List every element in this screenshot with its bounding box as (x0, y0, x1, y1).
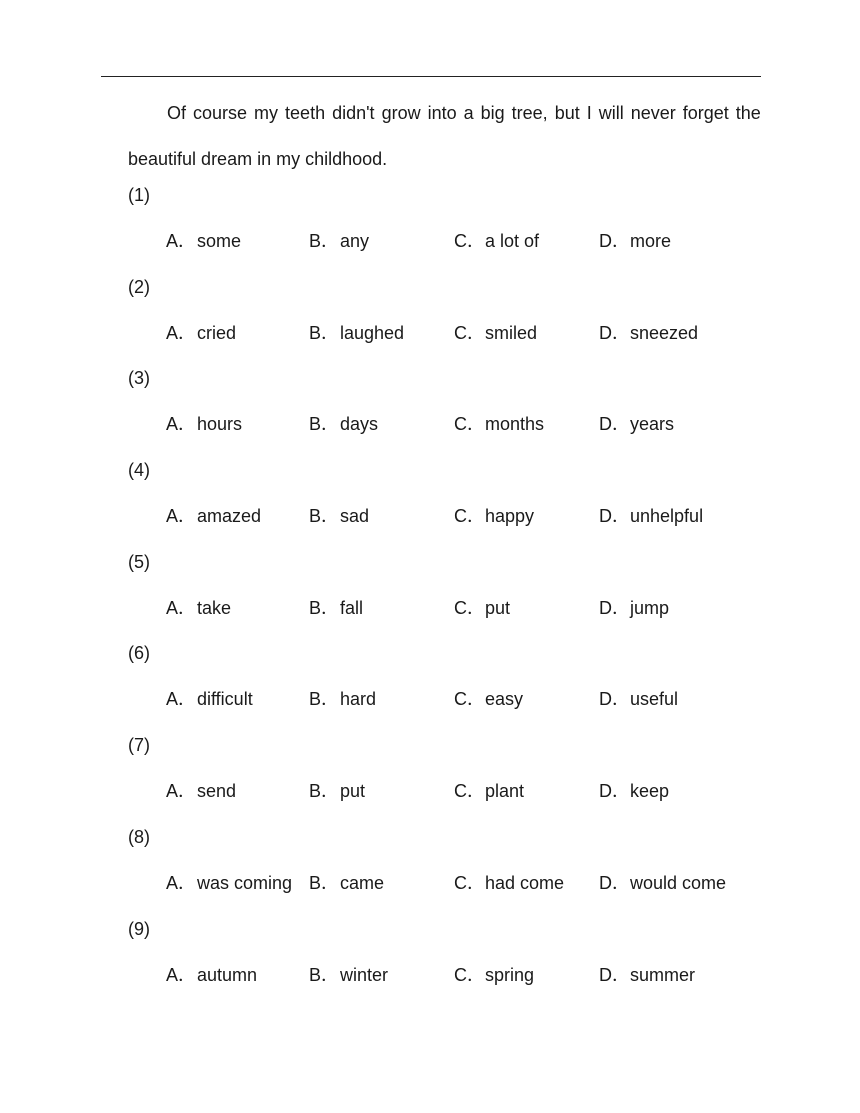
answer-option[interactable] (309, 226, 369, 256)
answer-option[interactable] (599, 960, 695, 990)
question-number: (8) (128, 826, 150, 847)
question-item (128, 547, 761, 639)
answer-option[interactable] (599, 409, 674, 439)
option-row (166, 226, 766, 256)
option-text: amazed (197, 506, 262, 527)
answer-option[interactable] (454, 960, 534, 990)
option-text: put (485, 597, 511, 618)
option-text: plant (485, 781, 525, 802)
option-text: had come (485, 872, 565, 893)
question-number: (2) (128, 276, 150, 297)
answer-option[interactable] (454, 409, 544, 439)
passage-word: I (586, 103, 592, 123)
passage-word: a (463, 103, 474, 123)
option-letter: C． (454, 506, 485, 527)
question-item (128, 730, 761, 822)
passage-word: never (630, 103, 676, 123)
option-row (166, 684, 766, 714)
option-letter: D． (599, 689, 630, 710)
answer-option[interactable] (309, 409, 378, 439)
answer-option[interactable] (454, 684, 523, 714)
answer-option[interactable] (454, 776, 524, 806)
passage-line-2: beautiful dream in my childhood. (128, 149, 388, 169)
passage-word: into (427, 103, 457, 123)
option-text: useful (630, 689, 679, 710)
option-text: jump (630, 597, 670, 618)
question-item (128, 638, 761, 730)
option-text: years (630, 414, 675, 435)
option-letter: A． (166, 781, 197, 802)
question-item (128, 180, 761, 272)
question-number: (7) (128, 735, 150, 756)
option-letter: A． (166, 506, 197, 527)
answer-option[interactable] (454, 318, 537, 348)
answer-option[interactable] (599, 593, 669, 623)
option-letter: A． (166, 964, 197, 985)
passage-word: tree, (511, 103, 548, 123)
answer-option[interactable] (309, 868, 384, 898)
option-row (166, 593, 766, 623)
answer-option[interactable] (454, 593, 510, 623)
passage-line-1 (128, 90, 761, 136)
option-row (166, 409, 766, 439)
answer-option[interactable] (309, 318, 404, 348)
passage-word: Of (167, 103, 187, 123)
question-item (128, 822, 761, 914)
answer-option[interactable] (166, 776, 236, 806)
option-letter: C． (454, 322, 485, 343)
question-list (128, 180, 761, 1005)
option-text: put (340, 781, 366, 802)
option-text: came (340, 872, 385, 893)
passage-text (128, 90, 761, 182)
option-letter: A． (166, 689, 197, 710)
passage-word: grow (381, 103, 421, 123)
question-number: (1) (128, 185, 150, 205)
option-letter: D． (599, 872, 630, 893)
option-letter: B． (309, 231, 340, 251)
answer-option[interactable] (599, 318, 698, 348)
answer-option[interactable] (166, 960, 257, 990)
option-letter: C． (454, 597, 485, 618)
answer-option[interactable] (166, 868, 292, 898)
answer-option[interactable] (166, 409, 242, 439)
passage-word: teeth (285, 103, 326, 123)
passage-word: forget (682, 103, 729, 123)
option-text: unhelpful (630, 506, 704, 527)
option-letter: C． (454, 781, 485, 802)
option-row (166, 868, 766, 898)
option-text: winter (340, 964, 389, 985)
answer-option[interactable] (599, 501, 703, 531)
option-letter: D． (599, 231, 630, 251)
option-text: smiled (485, 322, 538, 343)
answer-option[interactable] (599, 868, 726, 898)
question-item (128, 914, 761, 1006)
answer-option[interactable] (166, 318, 236, 348)
option-text: months (485, 414, 545, 435)
option-letter: C． (454, 872, 485, 893)
option-text: difficult (197, 689, 253, 710)
answer-option[interactable] (166, 593, 231, 623)
answer-option[interactable] (166, 684, 253, 714)
option-letter: D． (599, 322, 630, 343)
answer-option[interactable] (309, 776, 365, 806)
option-text: days (340, 414, 379, 435)
option-letter: D． (599, 414, 630, 435)
option-text: more (630, 231, 672, 251)
option-text: summer (630, 964, 696, 985)
option-letter: C． (454, 964, 485, 985)
option-letter: B． (309, 597, 340, 618)
answer-option[interactable] (166, 226, 241, 256)
answer-option[interactable] (599, 776, 669, 806)
option-letter: A． (166, 872, 197, 893)
answer-option[interactable] (454, 868, 564, 898)
option-text: spring (485, 964, 535, 985)
question-number: (3) (128, 368, 150, 389)
question-item (128, 455, 761, 547)
option-text: easy (485, 689, 524, 710)
option-letter: A． (166, 231, 197, 251)
option-row (166, 501, 766, 531)
answer-option[interactable] (599, 226, 671, 256)
answer-option[interactable] (309, 501, 369, 531)
option-letter: D． (599, 964, 630, 985)
option-row (166, 776, 766, 806)
answer-option[interactable] (599, 684, 678, 714)
option-text: take (197, 597, 232, 618)
option-text: some (197, 231, 242, 251)
option-text: cried (197, 322, 237, 343)
option-text: autumn (197, 964, 258, 985)
option-text: any (340, 231, 370, 251)
option-letter: D． (599, 597, 630, 618)
option-text: hard (340, 689, 377, 710)
option-letter: A． (166, 322, 197, 343)
passage-word: my (254, 103, 279, 123)
passage-word: big (480, 103, 505, 123)
header-rule (101, 76, 761, 77)
option-text: sneezed (630, 322, 699, 343)
option-row (166, 318, 766, 348)
answer-option[interactable] (454, 226, 539, 256)
option-letter: B． (309, 872, 340, 893)
option-text: sad (340, 506, 370, 527)
option-text: was coming (197, 872, 293, 893)
option-row (166, 960, 766, 990)
question-number: (6) (128, 643, 150, 664)
answer-option[interactable] (309, 960, 388, 990)
option-letter: D． (599, 781, 630, 802)
option-text: hours (197, 414, 243, 435)
option-letter: B． (309, 781, 340, 802)
option-letter: B． (309, 506, 340, 527)
question-number: (4) (128, 460, 150, 481)
passage-word: course (193, 103, 248, 123)
passage-word: but (554, 103, 580, 123)
answer-option[interactable] (309, 593, 363, 623)
option-text: keep (630, 781, 670, 802)
option-letter: C． (454, 689, 485, 710)
option-text: fall (340, 597, 364, 618)
option-letter: B． (309, 964, 340, 985)
option-letter: D． (599, 506, 630, 527)
passage-word: didn't (332, 103, 375, 123)
option-text: a lot of (485, 231, 540, 251)
option-letter: B． (309, 689, 340, 710)
option-text: would come (630, 872, 727, 893)
question-item (128, 363, 761, 455)
option-letter: C． (454, 414, 485, 435)
option-text: happy (485, 506, 535, 527)
question-number: (5) (128, 551, 150, 572)
option-letter: A． (166, 414, 197, 435)
answer-option[interactable] (309, 684, 376, 714)
question-number: (9) (128, 918, 150, 939)
option-text: laughed (340, 322, 405, 343)
option-letter: B． (309, 414, 340, 435)
question-item (128, 272, 761, 364)
option-text: send (197, 781, 237, 802)
answer-option[interactable] (166, 501, 261, 531)
passage-word: will (598, 103, 624, 123)
passage-word: the (735, 103, 761, 123)
answer-option[interactable] (454, 501, 534, 531)
option-letter: B． (309, 322, 340, 343)
option-letter: C． (454, 231, 485, 251)
option-letter: A． (166, 597, 197, 618)
